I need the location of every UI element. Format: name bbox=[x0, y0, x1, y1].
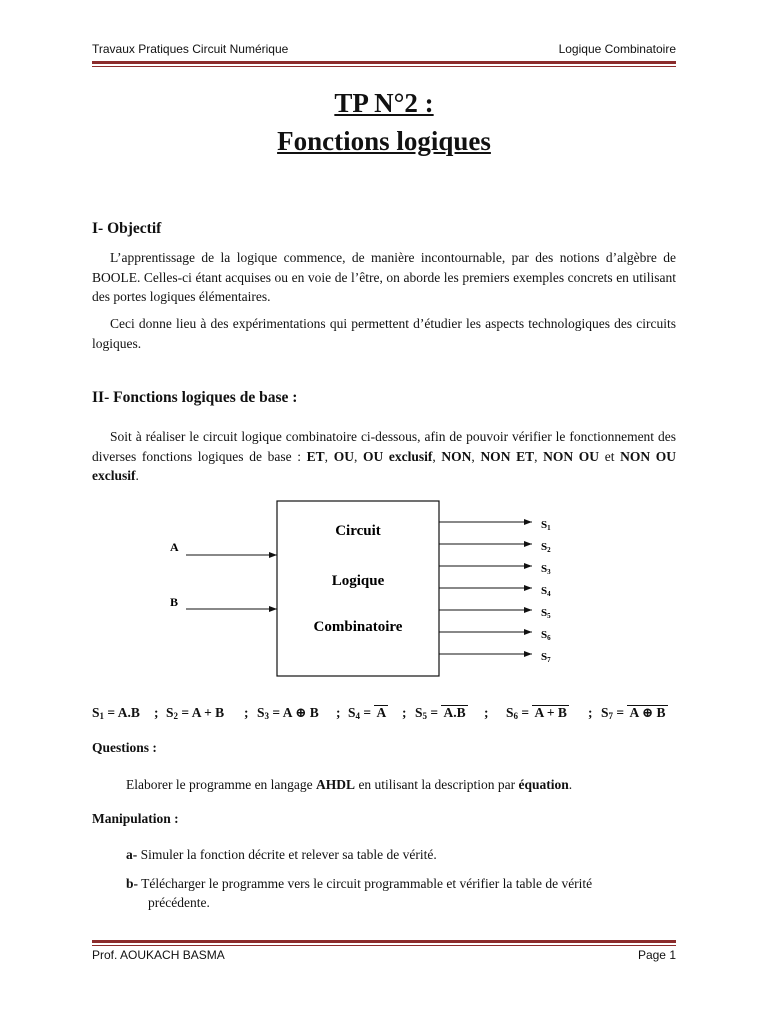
equation-sep: ; bbox=[484, 705, 489, 720]
header-topic: Logique Combinatoire bbox=[558, 42, 676, 56]
equation-sep: ; bbox=[402, 705, 407, 720]
questions-heading: Questions : bbox=[92, 740, 157, 755]
equations-line bbox=[92, 705, 676, 725]
output-s5-label: S5 bbox=[541, 607, 551, 620]
output-arrows bbox=[439, 522, 532, 654]
output-s2-label: S2 bbox=[541, 541, 551, 554]
footer-page-number: Page 1 bbox=[637, 948, 676, 962]
equation-s7: $S_7 = A$ ⊕ B bbox=[601, 705, 666, 721]
objectif-paragraph-2: Ceci donne lieu à des expérimentations qui permettent d’étudier les aspects technologiques des circuits logiques. bbox=[92, 316, 676, 351]
section-objectif-heading: I- Objectif bbox=[92, 220, 162, 237]
output-s7-label: S7 bbox=[541, 651, 551, 664]
output-s6-label: S6 bbox=[541, 629, 551, 642]
manipulation-item-b: b- Télécharger le programme vers le circuit programmable et vérifier la table de vérité bbox=[126, 876, 593, 891]
manipulation-item-a: a- Simuler la fonction décrite et relever sa table de vérité. bbox=[126, 847, 437, 862]
equation-s2: $S_2 = A + B$ bbox=[166, 705, 225, 721]
input-a-label: A bbox=[170, 540, 179, 554]
manipulation-heading: Manipulation : bbox=[92, 811, 179, 826]
box-label-logique: Logique bbox=[331, 573, 385, 589]
page-title: TP N°2 : bbox=[334, 88, 434, 118]
equation-s5: $S_5 = A.B$ bbox=[415, 705, 466, 721]
output-s1-label: S1 bbox=[541, 519, 551, 532]
output-s4-label: S4 bbox=[541, 585, 551, 598]
equation-sep: ; bbox=[588, 705, 593, 720]
equation-s4: $S_4 = A$ bbox=[348, 705, 387, 721]
equation-s3: $S_3 = A$ ⊕ B bbox=[257, 705, 319, 721]
equation-s1: $S_1 = A.B$ bbox=[92, 705, 140, 721]
output-s3-label: S3 bbox=[541, 563, 551, 576]
header-course: Travaux Pratiques Circuit Numérique bbox=[92, 42, 289, 56]
equation-sep: ; bbox=[336, 705, 341, 720]
equation-sep: ; bbox=[154, 705, 159, 720]
input-b-label: B bbox=[170, 595, 179, 609]
questions-text: Elaborer le programme en langage AHDL en utilisant la description par équation. bbox=[126, 777, 573, 792]
section-fonctions-heading: II- Fonctions logiques de base : bbox=[92, 389, 298, 406]
objectif-paragraph-1: L’apprentissage de la logique commence, de manière incontournable, par des notions d’algèbre de BOOLE. Celles-ci étant acquises ou en voie de l’être, on aborde les premiers exemples concrets en utilisant des portes logiques élémentaires. bbox=[92, 250, 676, 304]
manipulation-item-b-cont: précédente. bbox=[148, 895, 210, 910]
equation-sep: ; bbox=[244, 705, 249, 720]
footer-author: Prof. AOUKACH BASMA bbox=[92, 948, 225, 962]
page-subtitle: Fonctions logiques bbox=[277, 126, 491, 156]
footer-rule bbox=[92, 940, 676, 946]
box-label-combinatoire: Combinatoire bbox=[313, 619, 403, 635]
box-label-circuit: Circuit bbox=[335, 523, 381, 539]
equation-s6: $S_6 = A + B$ bbox=[506, 705, 567, 721]
fonctions-intro-paragraph: Soit à réaliser le circuit logique combinatoire ci-dessous, afin de pouvoir vérifier le fonctionnement des diverses fonctions logiques de base : ET, OU, OU exclusif, NON, NON ET, NON OU et NON OU exclusif. bbox=[92, 429, 677, 483]
